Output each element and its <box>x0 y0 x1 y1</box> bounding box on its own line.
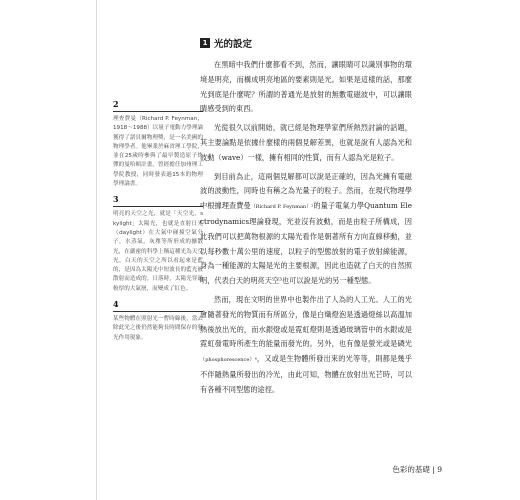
section-heading <box>200 36 412 50</box>
paragraph-3-text-a: 到目前為止，這兩個見解都可以說是正確的，因為光擁有電磁波的波動性，同時也有稱之為光量子的粒子。然而，在現代物理學中根據理查費曼 <box>200 171 412 211</box>
footnote-4 <box>113 300 203 343</box>
paragraph-2: 光從很久以前開始，就已經是物理學家們所熱烈討論的話題，其主要論點是依據什麼樣的兩個見解差異，也就是說有人認為光和波動（wave）一樣，擁有相同的性質，而有人認為光是粒子。 <box>200 123 412 162</box>
footnote-number: 2 <box>113 100 203 112</box>
footnote-number: 3 <box>113 195 203 207</box>
paragraph-4-text-a: 然而，現在文明的世界中也製作出了人為的人工光。人工的光會隨著發光的物質而有所區分，像是白熾燈泡是透過燈絲以高溫加熱後放出光的，而水銀燈或是霓虹燈則是透過玻璃管中的水銀或是霓虹發電時所產生的能量而發光的。另外，也有像是螢光或是磷光 <box>200 294 412 349</box>
paragraph-4 <box>200 293 412 398</box>
paragraph-1: 在黑暗中我們什麼都看不到，然而，讓眼睛可以識別事物的環境是明亮，而構成明亮地區的要素則是光。如果是這樣的話，那麼光到底是什麼呢？所謂的普通光是放射的無數電磁波中，可以讓眼睛感受到的東西。 <box>200 60 412 114</box>
section-number-badge: 1 <box>200 38 210 48</box>
paragraph-3 <box>200 170 412 289</box>
footnote-number: 4 <box>113 300 203 312</box>
page-footer: 色彩的基礎 | 9 <box>392 465 442 474</box>
footnote-2 <box>113 100 203 189</box>
reference-feynman: （Richard P. Feynman）² <box>250 204 314 211</box>
paragraph-3-text-b: 的量子電氣力學Quantum Electrodynamics理論發現，光並沒有波動，而是由粒子所構成，因此我們可以把萬物根源的太陽光看作是朝著所有方向直線移動，並以每秒數十萬公里的速度，以粒子的型態放射的電子放射線能源，身為一種能源的太陽是光的主要根源，因此也造就了白天的自然照明，代表白天的明亮天空³也可以說是光的另一種型態。 <box>200 201 412 286</box>
footnote-text: 明亮的天空之光，就是「天空光，skylight」太陽光，也就是直射日光（daylight）在大氣中碰撞空氣分子，水蒸氣，灰塵等所形成的擴散光，在嚴密的科學上稱這種光為天空光。白天的天空之所以看起來是藍的，是因為太陽光中短波長的藍光被散射而造成的。日落時，太陽光穿過較厚的大氣層，而變成了紅色。 <box>113 211 203 292</box>
sidebar-notes <box>113 100 203 349</box>
page-divider-line <box>96 0 97 500</box>
footnote-3 <box>113 195 203 294</box>
footnote-text: 理查費曼（Richard P. Feynman，1918～1988）以量子電動力學理論獲得了諾貝爾物理獎，是一名美國的物理學者。他畢業於麻省理工學院，並在25歲時參與了最早製造原子炸彈的曼哈頓計畫。曾經擔任加州理工學院教授，同時發表過15本的物理學理論書。 <box>113 116 204 188</box>
paragraph-4-text-b: ，又或是生物體所發出來的光等等，則都是幾乎不伴隨熱量所發出的冷光，由此可知，物體在放射出光芒時，可以有各種不同型態的途徑。 <box>200 354 412 394</box>
footnote-text: 某些物體在照射光一暫時線後，當去除此光之後仍然能夠長時間保存的發光作用現象。 <box>113 316 203 341</box>
main-content <box>200 36 412 402</box>
section-title: 光的設定 <box>214 39 253 50</box>
reference-phosphorescence: （phosphorescence）⁴ <box>200 357 257 364</box>
